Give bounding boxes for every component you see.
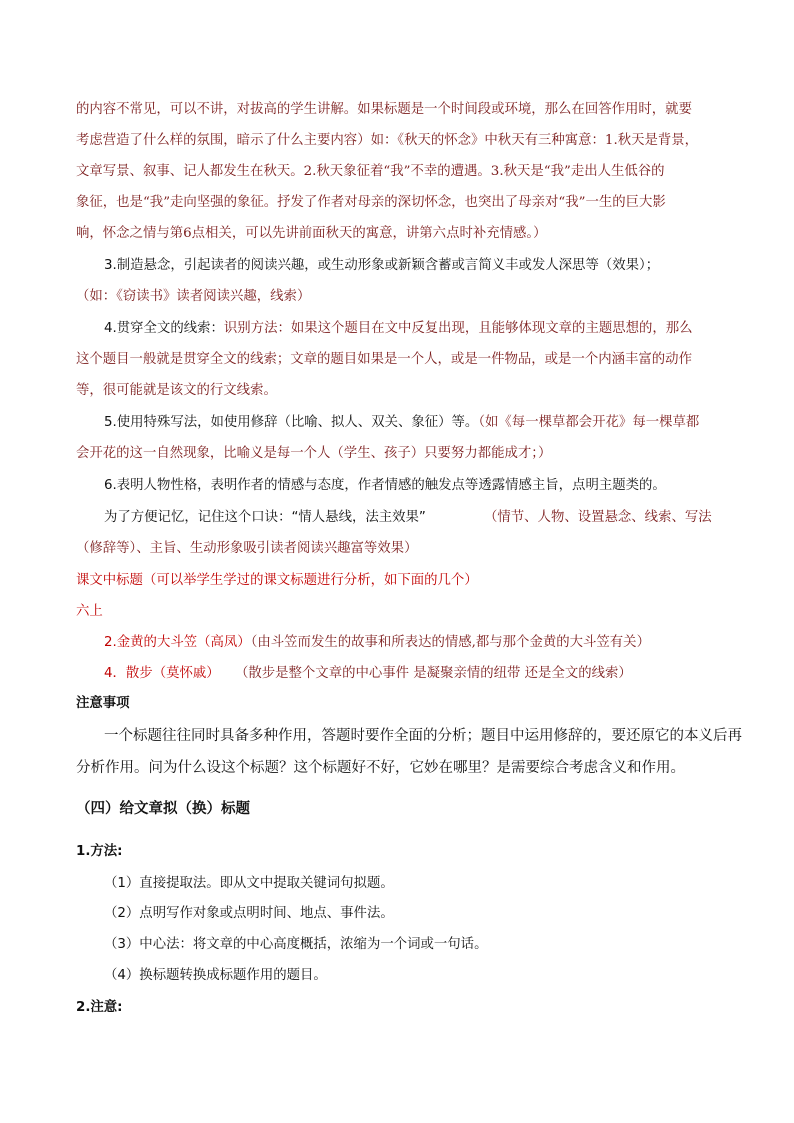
list-item-6: 6.表明人物性格，表明作者的情感与态度，作者情感的触发点等透露情感主旨，点明主题类的。 — [104, 478, 666, 493]
method-item: （2）点明写作对象或点明时间、地点、事件法。 — [104, 906, 394, 921]
example-item-2-note: （由斗笠而发生的故事和所表达的情感,都与那个金黄的大斗笠有关） — [250, 635, 650, 650]
grade-label: 六上 — [76, 604, 103, 619]
mnemonic: 为了方便记忆，记住这个口诀：“情人悬线，法主效果” — [104, 510, 426, 525]
list-item-4-text: 识别方法：如果这个题目在文中反复出现，且能够体现文章的主题思想的，那么 — [223, 321, 693, 336]
method-item: （3）中心法：将文章的中心高度概括，浓缩为一个词或一句话。 — [104, 937, 488, 952]
list-item-4 — [104, 319, 693, 339]
list-item-5-label: 5.使用特殊写法，如使用修辞（比喻、拟人、双关、象征）等。 — [104, 415, 479, 430]
sub-heading: 课文中标题（可以举学生学过的课文标题进行分析，如下面的几个） — [76, 573, 478, 588]
notice-line: 一个标题往往同时具备多种作用，答题时要作全面的分析；题目中运用修辞的，要还原它的本义后再 — [104, 728, 742, 744]
paragraph-line: 考虑营造了什么样的氛围，暗示了什么主要内容）如：《秋天的怀念》中秋天有三种寓意：1.秋天是背景， — [76, 133, 699, 148]
example-item-2-title: 2.金黄的大斗笠（高凤） — [104, 635, 251, 650]
notice-line: 分析作用。问为什么设这个标题？这个标题好不好，它妙在哪里？是需要综合考虑含义和作用。 — [76, 760, 685, 776]
example-item-2 — [104, 633, 650, 653]
list-item-5 — [104, 413, 699, 433]
list-item-3-note: （如：《窃读书》读者阅读兴趣，线索） — [76, 289, 311, 304]
paragraph-line: 的内容不常见，可以不讲，对拔高的学生讲解。如果标题是一个时间段或环境，那么在回答作用时，就要 — [76, 102, 692, 117]
paragraph-line: 文章写景、叙事、记人都发生在秋天。2.秋天象征着“我”不幸的遭遇。3.秋天是“我”走出人生低谷的 — [76, 164, 665, 179]
method-item: （4）换标题转换成标题作用的题目。 — [104, 968, 327, 983]
mnemonic-note-cont: （修辞等）、主旨、生动形象吸引读者阅读兴趣富等效果） — [76, 541, 418, 556]
section-heading: （四）给文章拟（换）标题 — [76, 801, 250, 817]
method-heading: 1.方法: — [76, 844, 123, 859]
notice-heading: 注意事项 — [76, 696, 130, 711]
list-item-5-note: （如《每一棵草都会开花》每一棵草都 — [478, 415, 700, 430]
mnemonic-note: （情节、人物、设置悬念、线索、写法 — [484, 510, 712, 525]
paragraph-line: 会开花的这一自然现象，比喻义是每一个人（学生、孩子）只要努力都能成才；） — [76, 446, 552, 461]
paragraph-line: 象征，也是“我”走向坚强的象征。抒发了作者对母亲的深切怀念，也突出了母亲对“我”一生的巨大影 — [76, 195, 666, 210]
paragraph-line: 这个题目一般就是贯穿全文的线索；文章的题目如果是一个人，或是一件物品，或是一个内涵丰富的动作 — [76, 352, 692, 367]
list-item-4-label: 4.贯穿全文的线索： — [104, 321, 224, 336]
method-item: （1）直接提取法。即从文中提取关键词句拟题。 — [104, 876, 394, 891]
example-item-4-title: 4．散步（莫怀戚） — [104, 666, 220, 681]
list-item-3: 3.制造悬念，引起读者的阅读兴趣，或生动形象或新颖含蓄或言简义丰或发人深思等（效果）； — [104, 258, 660, 273]
notes-heading: 2.注意: — [76, 1000, 123, 1015]
example-item-4 — [104, 664, 632, 684]
example-item-4-note: （散步是整个文章的中心事件 是凝聚亲情的纽带 还是全文的线索） — [241, 666, 632, 681]
paragraph-line: 响，怀念之情与第6点相关，可以先讲前面秋天的寓意，讲第六点时补充情感。） — [76, 226, 547, 241]
paragraph-line: 等，很可能就是该文的行文线索。 — [76, 383, 277, 398]
